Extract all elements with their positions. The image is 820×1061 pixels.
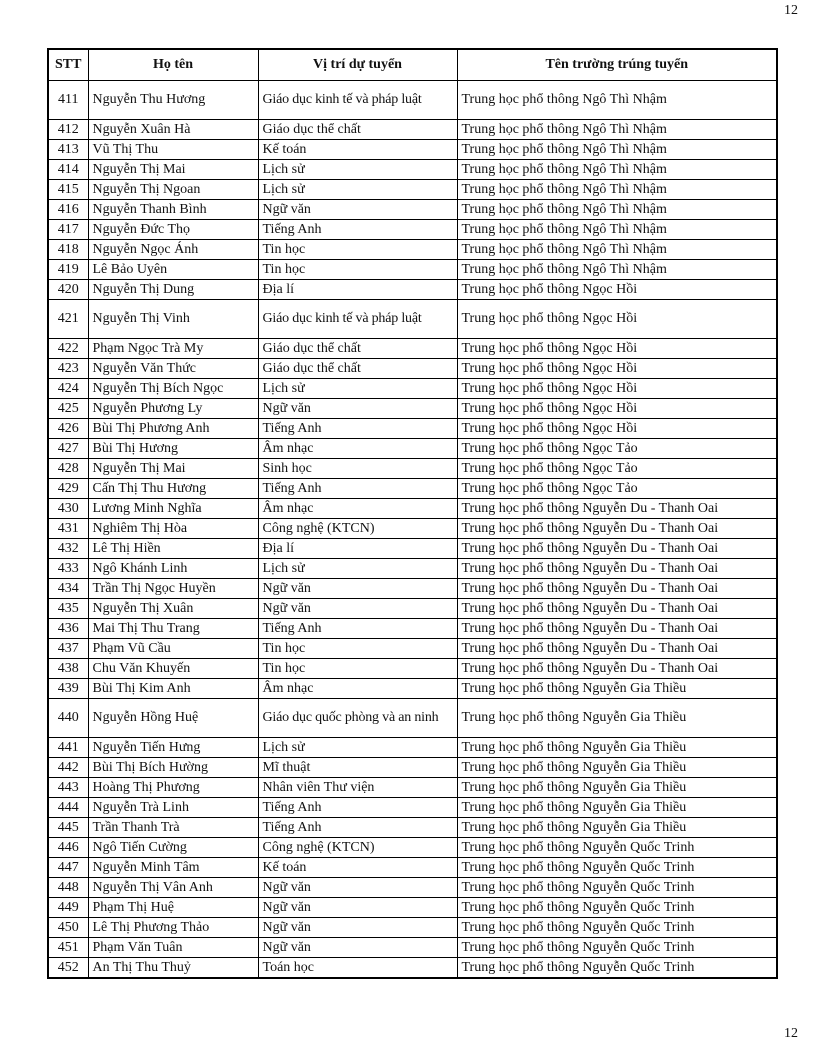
cell-pos: Giáo dục thể chất — [258, 359, 457, 379]
cell-name: Lương Minh Nghĩa — [88, 499, 258, 519]
cell-name: Vũ Thị Thu — [88, 140, 258, 160]
cell-school: Trung học phổ thông Ngọc Hồi — [457, 359, 777, 379]
cell-name: Phạm Văn Tuân — [88, 938, 258, 958]
cell-pos: Giáo dục kinh tế và pháp luật — [258, 300, 457, 339]
cell-school: Trung học phổ thông Nguyễn Gia Thiều — [457, 778, 777, 798]
table-row — [48, 200, 777, 220]
cell-pos: Tiếng Anh — [258, 419, 457, 439]
cell-school: Trung học phổ thông Nguyễn Quốc Trinh — [457, 898, 777, 918]
cell-name: Chu Văn Khuyến — [88, 659, 258, 679]
cell-name: Nguyễn Phương Ly — [88, 399, 258, 419]
cell-pos: Ngữ văn — [258, 938, 457, 958]
cell-school: Trung học phổ thông Nguyễn Quốc Trinh — [457, 958, 777, 979]
cell-name: Cấn Thị Thu Hương — [88, 479, 258, 499]
table-row — [48, 699, 777, 738]
cell-school: Trung học phổ thông Ngô Thì Nhậm — [457, 120, 777, 140]
table-row — [48, 300, 777, 339]
cell-name: Nguyễn Thị Bích Ngọc — [88, 379, 258, 399]
cell-stt: 421 — [48, 300, 88, 339]
header-stt: STT — [48, 49, 88, 81]
cell-school: Trung học phổ thông Nguyễn Du - Thanh Oai — [457, 519, 777, 539]
cell-pos: Lịch sử — [258, 160, 457, 180]
cell-school: Trung học phổ thông Nguyễn Quốc Trinh — [457, 858, 777, 878]
cell-school: Trung học phổ thông Nguyễn Quốc Trinh — [457, 918, 777, 938]
cell-stt: 412 — [48, 120, 88, 140]
cell-pos: Địa lí — [258, 280, 457, 300]
cell-name: Bùi Thị Kim Anh — [88, 679, 258, 699]
cell-pos: Kế toán — [258, 858, 457, 878]
cell-school: Trung học phổ thông Ngọc Tảo — [457, 439, 777, 459]
cell-stt: 444 — [48, 798, 88, 818]
cell-stt: 414 — [48, 160, 88, 180]
table-row — [48, 758, 777, 778]
table-row — [48, 419, 777, 439]
cell-pos: Âm nhạc — [258, 679, 457, 699]
cell-school: Trung học phổ thông Nguyễn Gia Thiều — [457, 699, 777, 738]
table-row — [48, 958, 777, 979]
cell-school: Trung học phổ thông Ngọc Tảo — [457, 459, 777, 479]
cell-name: Ngô Khánh Linh — [88, 559, 258, 579]
cell-stt: 416 — [48, 200, 88, 220]
cell-pos: Lịch sử — [258, 180, 457, 200]
cell-pos: Tin học — [258, 240, 457, 260]
cell-stt: 449 — [48, 898, 88, 918]
table-row — [48, 459, 777, 479]
table-row — [48, 539, 777, 559]
table-row — [48, 519, 777, 539]
cell-pos: Tiếng Anh — [258, 818, 457, 838]
cell-school: Trung học phổ thông Ngô Thì Nhậm — [457, 220, 777, 240]
cell-school: Trung học phổ thông Nguyễn Du - Thanh Oai — [457, 559, 777, 579]
cell-school: Trung học phổ thông Ngô Thì Nhậm — [457, 260, 777, 280]
cell-stt: 413 — [48, 140, 88, 160]
candidate-table — [47, 48, 778, 979]
cell-pos: Tiếng Anh — [258, 220, 457, 240]
table-row — [48, 160, 777, 180]
cell-pos: Ngữ văn — [258, 918, 457, 938]
table-row — [48, 838, 777, 858]
cell-pos: Tiếng Anh — [258, 619, 457, 639]
table-row — [48, 240, 777, 260]
cell-pos: Lịch sử — [258, 559, 457, 579]
cell-name: Nguyễn Hồng Huệ — [88, 699, 258, 738]
cell-name: Hoàng Thị Phương — [88, 778, 258, 798]
cell-pos: Công nghệ (KTCN) — [258, 519, 457, 539]
cell-school: Trung học phổ thông Nguyễn Du - Thanh Oai — [457, 579, 777, 599]
cell-name: Lê Thị Phương Thảo — [88, 918, 258, 938]
cell-school: Trung học phổ thông Ngô Thì Nhậm — [457, 81, 777, 120]
cell-school: Trung học phổ thông Ngô Thì Nhậm — [457, 180, 777, 200]
cell-stt: 420 — [48, 280, 88, 300]
cell-pos: Giáo dục kinh tế và pháp luật — [258, 81, 457, 120]
cell-pos: Kế toán — [258, 140, 457, 160]
cell-stt: 445 — [48, 818, 88, 838]
cell-name: An Thị Thu Thuỷ — [88, 958, 258, 979]
cell-school: Trung học phổ thông Ngô Thì Nhậm — [457, 140, 777, 160]
header-school: Tên trường trúng tuyển — [457, 49, 777, 81]
cell-name: Nguyễn Thị Dung — [88, 280, 258, 300]
cell-stt: 431 — [48, 519, 88, 539]
cell-name: Nguyễn Thị Mai — [88, 459, 258, 479]
table-row — [48, 878, 777, 898]
cell-name: Trần Thị Ngọc Huyền — [88, 579, 258, 599]
cell-stt: 424 — [48, 379, 88, 399]
cell-name: Trần Thanh Trà — [88, 818, 258, 838]
cell-pos: Ngữ văn — [258, 898, 457, 918]
cell-name: Nguyễn Thị Xuân — [88, 599, 258, 619]
table-row — [48, 499, 777, 519]
table-body — [48, 81, 777, 979]
table-row — [48, 140, 777, 160]
cell-school: Trung học phổ thông Nguyễn Du - Thanh Oai — [457, 599, 777, 619]
cell-school: Trung học phổ thông Ngọc Hồi — [457, 399, 777, 419]
cell-school: Trung học phổ thông Nguyễn Quốc Trinh — [457, 838, 777, 858]
cell-stt: 450 — [48, 918, 88, 938]
cell-school: Trung học phổ thông Nguyễn Quốc Trinh — [457, 938, 777, 958]
cell-name: Nguyễn Minh Tâm — [88, 858, 258, 878]
cell-stt: 440 — [48, 699, 88, 738]
cell-stt: 423 — [48, 359, 88, 379]
table-row — [48, 439, 777, 459]
table-row — [48, 599, 777, 619]
cell-stt: 437 — [48, 639, 88, 659]
table-row — [48, 639, 777, 659]
table-row — [48, 81, 777, 120]
cell-stt: 433 — [48, 559, 88, 579]
cell-stt: 442 — [48, 758, 88, 778]
table-row — [48, 399, 777, 419]
cell-pos: Ngữ văn — [258, 399, 457, 419]
cell-name: Phạm Thị Huệ — [88, 898, 258, 918]
cell-school: Trung học phổ thông Ngọc Hồi — [457, 300, 777, 339]
table-row — [48, 579, 777, 599]
cell-school: Trung học phổ thông Nguyễn Gia Thiều — [457, 758, 777, 778]
cell-name: Nguyễn Tiến Hưng — [88, 738, 258, 758]
cell-name: Bùi Thị Bích Hường — [88, 758, 258, 778]
page-number-bottom: 12 — [784, 1026, 798, 1041]
cell-stt: 430 — [48, 499, 88, 519]
cell-pos: Giáo dục thể chất — [258, 339, 457, 359]
table-row — [48, 339, 777, 359]
table-row — [48, 220, 777, 240]
cell-pos: Sinh học — [258, 459, 457, 479]
cell-stt: 436 — [48, 619, 88, 639]
cell-name: Nguyễn Thị Vân Anh — [88, 878, 258, 898]
cell-stt: 419 — [48, 260, 88, 280]
table-row — [48, 619, 777, 639]
cell-pos: Tin học — [258, 260, 457, 280]
cell-school: Trung học phổ thông Ngọc Hồi — [457, 280, 777, 300]
cell-stt: 415 — [48, 180, 88, 200]
cell-pos: Ngữ văn — [258, 200, 457, 220]
cell-school: Trung học phổ thông Nguyễn Du - Thanh Oai — [457, 619, 777, 639]
cell-pos: Tin học — [258, 639, 457, 659]
table-row — [48, 858, 777, 878]
cell-school: Trung học phổ thông Nguyễn Gia Thiều — [457, 738, 777, 758]
cell-school: Trung học phổ thông Ngọc Hồi — [457, 379, 777, 399]
cell-name: Nguyễn Thị Vinh — [88, 300, 258, 339]
cell-pos: Lịch sử — [258, 738, 457, 758]
cell-pos: Ngữ văn — [258, 579, 457, 599]
cell-stt: 443 — [48, 778, 88, 798]
cell-name: Nguyễn Văn Thức — [88, 359, 258, 379]
cell-pos: Tiếng Anh — [258, 479, 457, 499]
cell-pos: Giáo dục thể chất — [258, 120, 457, 140]
table-row — [48, 798, 777, 818]
cell-stt: 432 — [48, 539, 88, 559]
cell-pos: Ngữ văn — [258, 878, 457, 898]
cell-name: Nghiêm Thị Hòa — [88, 519, 258, 539]
table-row — [48, 479, 777, 499]
table-row — [48, 679, 777, 699]
cell-pos: Âm nhạc — [258, 439, 457, 459]
cell-name: Lê Bảo Uyên — [88, 260, 258, 280]
cell-pos: Tin học — [258, 659, 457, 679]
cell-school: Trung học phổ thông Ngô Thì Nhậm — [457, 160, 777, 180]
table-header-row — [48, 49, 777, 81]
cell-school: Trung học phổ thông Nguyễn Quốc Trinh — [457, 878, 777, 898]
table-row — [48, 738, 777, 758]
cell-pos: Ngữ văn — [258, 599, 457, 619]
cell-stt: 425 — [48, 399, 88, 419]
cell-stt: 448 — [48, 878, 88, 898]
cell-stt: 417 — [48, 220, 88, 240]
cell-name: Nguyễn Thị Mai — [88, 160, 258, 180]
cell-school: Trung học phổ thông Ngọc Tảo — [457, 479, 777, 499]
cell-school: Trung học phổ thông Nguyễn Gia Thiều — [457, 679, 777, 699]
page-number-top: 12 — [784, 3, 798, 18]
cell-stt: 446 — [48, 838, 88, 858]
cell-name: Bùi Thị Hương — [88, 439, 258, 459]
cell-school: Trung học phổ thông Ngô Thì Nhậm — [457, 200, 777, 220]
cell-stt: 452 — [48, 958, 88, 979]
cell-school: Trung học phổ thông Ngô Thì Nhậm — [457, 240, 777, 260]
cell-name: Nguyễn Xuân Hà — [88, 120, 258, 140]
table-row — [48, 898, 777, 918]
table-row — [48, 659, 777, 679]
cell-name: Nguyễn Trà Linh — [88, 798, 258, 818]
cell-school: Trung học phổ thông Ngọc Hồi — [457, 339, 777, 359]
table-row — [48, 359, 777, 379]
cell-name: Nguyễn Ngọc Ánh — [88, 240, 258, 260]
cell-stt: 434 — [48, 579, 88, 599]
table-row — [48, 938, 777, 958]
table-row — [48, 280, 777, 300]
cell-stt: 427 — [48, 439, 88, 459]
cell-stt: 422 — [48, 339, 88, 359]
cell-school: Trung học phổ thông Ngọc Hồi — [457, 419, 777, 439]
cell-stt: 426 — [48, 419, 88, 439]
cell-school: Trung học phổ thông Nguyễn Du - Thanh Oai — [457, 659, 777, 679]
cell-name: Ngô Tiến Cường — [88, 838, 258, 858]
table-row — [48, 559, 777, 579]
table-row — [48, 778, 777, 798]
cell-pos: Tiếng Anh — [258, 798, 457, 818]
cell-pos: Lịch sử — [258, 379, 457, 399]
cell-pos: Nhân viên Thư viện — [258, 778, 457, 798]
cell-name: Bùi Thị Phương Anh — [88, 419, 258, 439]
cell-name: Nguyễn Đức Thọ — [88, 220, 258, 240]
cell-name: Lê Thị Hiền — [88, 539, 258, 559]
cell-stt: 441 — [48, 738, 88, 758]
header-name: Họ tên — [88, 49, 258, 81]
cell-stt: 438 — [48, 659, 88, 679]
table-row — [48, 120, 777, 140]
cell-name: Nguyễn Thu Hương — [88, 81, 258, 120]
cell-school: Trung học phổ thông Nguyễn Gia Thiều — [457, 818, 777, 838]
cell-stt: 447 — [48, 858, 88, 878]
cell-pos: Địa lí — [258, 539, 457, 559]
cell-stt: 418 — [48, 240, 88, 260]
header-position: Vị trí dự tuyển — [258, 49, 457, 81]
cell-school: Trung học phổ thông Nguyễn Du - Thanh Oai — [457, 499, 777, 519]
table-row — [48, 180, 777, 200]
cell-name: Phạm Vũ Cầu — [88, 639, 258, 659]
cell-school: Trung học phổ thông Nguyễn Du - Thanh Oai — [457, 639, 777, 659]
cell-stt: 439 — [48, 679, 88, 699]
table-row — [48, 918, 777, 938]
cell-stt: 451 — [48, 938, 88, 958]
table-row — [48, 379, 777, 399]
cell-stt: 435 — [48, 599, 88, 619]
table-row — [48, 818, 777, 838]
cell-school: Trung học phổ thông Nguyễn Gia Thiều — [457, 798, 777, 818]
cell-pos: Âm nhạc — [258, 499, 457, 519]
cell-pos: Giáo dục quốc phòng và an ninh — [258, 699, 457, 738]
cell-stt: 428 — [48, 459, 88, 479]
cell-pos: Công nghệ (KTCN) — [258, 838, 457, 858]
cell-name: Nguyễn Thị Ngoan — [88, 180, 258, 200]
cell-name: Phạm Ngọc Trà My — [88, 339, 258, 359]
cell-name: Mai Thị Thu Trang — [88, 619, 258, 639]
cell-pos: Mĩ thuật — [258, 758, 457, 778]
cell-stt: 429 — [48, 479, 88, 499]
cell-stt: 411 — [48, 81, 88, 120]
table-row — [48, 260, 777, 280]
cell-name: Nguyễn Thanh Bình — [88, 200, 258, 220]
cell-pos: Toán học — [258, 958, 457, 979]
cell-school: Trung học phổ thông Nguyễn Du - Thanh Oai — [457, 539, 777, 559]
